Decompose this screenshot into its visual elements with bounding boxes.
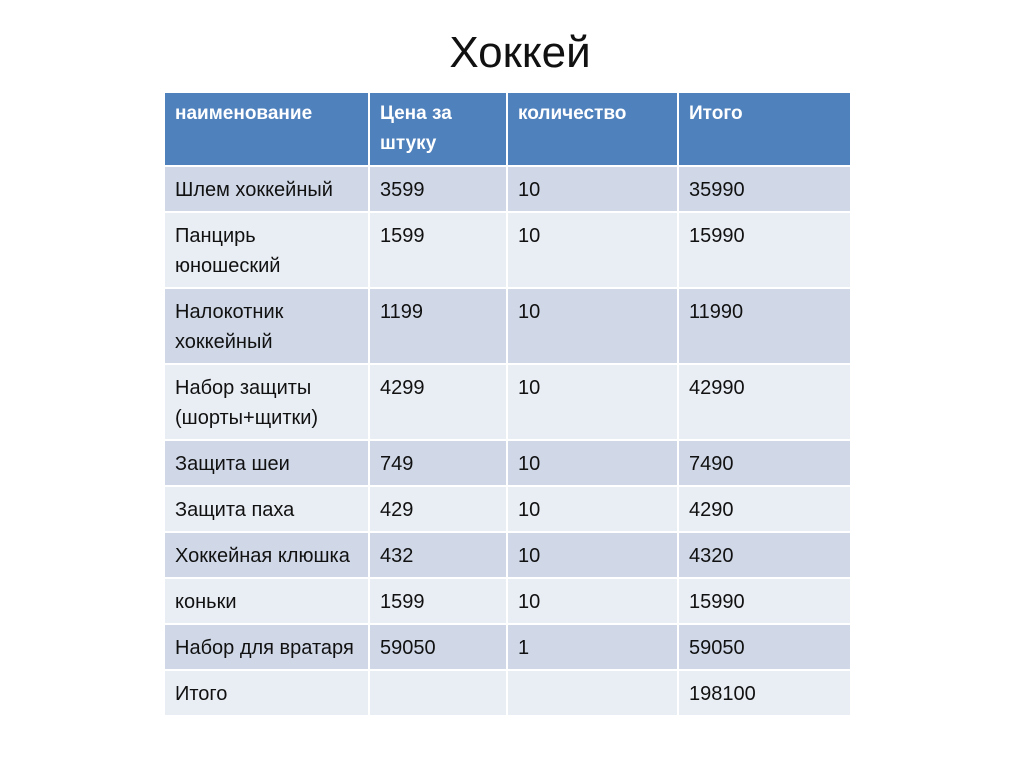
cell-quantity: 10 xyxy=(507,440,678,486)
table-row xyxy=(164,624,851,670)
cell-total: 4320 xyxy=(678,532,851,578)
cell-quantity: 1 xyxy=(507,624,678,670)
cell-quantity: 10 xyxy=(507,532,678,578)
cell-quantity: 10 xyxy=(507,166,678,212)
header-total: Итого xyxy=(678,92,851,166)
cell-name: Итого xyxy=(164,670,369,716)
header-quantity: количество xyxy=(507,92,678,166)
cell-name: Защита паха xyxy=(164,486,369,532)
cell-quantity: 10 xyxy=(507,364,678,440)
cell-price: 1199 xyxy=(369,288,507,364)
cell-quantity: 10 xyxy=(507,288,678,364)
table-header-row xyxy=(164,92,851,166)
cell-total: 11990 xyxy=(678,288,851,364)
table-row xyxy=(164,212,851,288)
cell-total: 198100 xyxy=(678,670,851,716)
cell-name: Налокотник хоккейный xyxy=(164,288,369,364)
cell-quantity: 10 xyxy=(507,486,678,532)
cell-name: Набор защиты (шорты+щитки) xyxy=(164,364,369,440)
cell-name: Панцирь юношеский xyxy=(164,212,369,288)
equipment-table xyxy=(163,91,852,717)
cell-name: коньки xyxy=(164,578,369,624)
cell-price: 432 xyxy=(369,532,507,578)
cell-quantity: 10 xyxy=(507,578,678,624)
cell-price: 59050 xyxy=(369,624,507,670)
cell-price: 429 xyxy=(369,486,507,532)
table-row xyxy=(164,486,851,532)
cell-total: 15990 xyxy=(678,212,851,288)
cell-name: Хоккейная клюшка xyxy=(164,532,369,578)
table-row xyxy=(164,440,851,486)
cell-total: 4290 xyxy=(678,486,851,532)
header-name: наименование xyxy=(164,92,369,166)
table-row xyxy=(164,578,851,624)
cell-total: 7490 xyxy=(678,440,851,486)
slide-title: Хоккей xyxy=(449,28,591,77)
table-row xyxy=(164,166,851,212)
cell-price xyxy=(369,670,507,716)
cell-name: Набор для вратаря xyxy=(164,624,369,670)
cell-price: 3599 xyxy=(369,166,507,212)
cell-price: 4299 xyxy=(369,364,507,440)
table-row xyxy=(164,532,851,578)
cell-quantity: 10 xyxy=(507,212,678,288)
cell-total: 42990 xyxy=(678,364,851,440)
cell-price: 1599 xyxy=(369,212,507,288)
cell-total: 15990 xyxy=(678,578,851,624)
cell-total: 35990 xyxy=(678,166,851,212)
cell-total: 59050 xyxy=(678,624,851,670)
table-row xyxy=(164,288,851,364)
cell-name: Шлем хоккейный xyxy=(164,166,369,212)
cell-name: Защита шеи xyxy=(164,440,369,486)
cell-price: 749 xyxy=(369,440,507,486)
table-row xyxy=(164,364,851,440)
cell-price: 1599 xyxy=(369,578,507,624)
header-price: Цена за штуку xyxy=(369,92,507,166)
cell-quantity xyxy=(507,670,678,716)
table-total-row xyxy=(164,670,851,716)
